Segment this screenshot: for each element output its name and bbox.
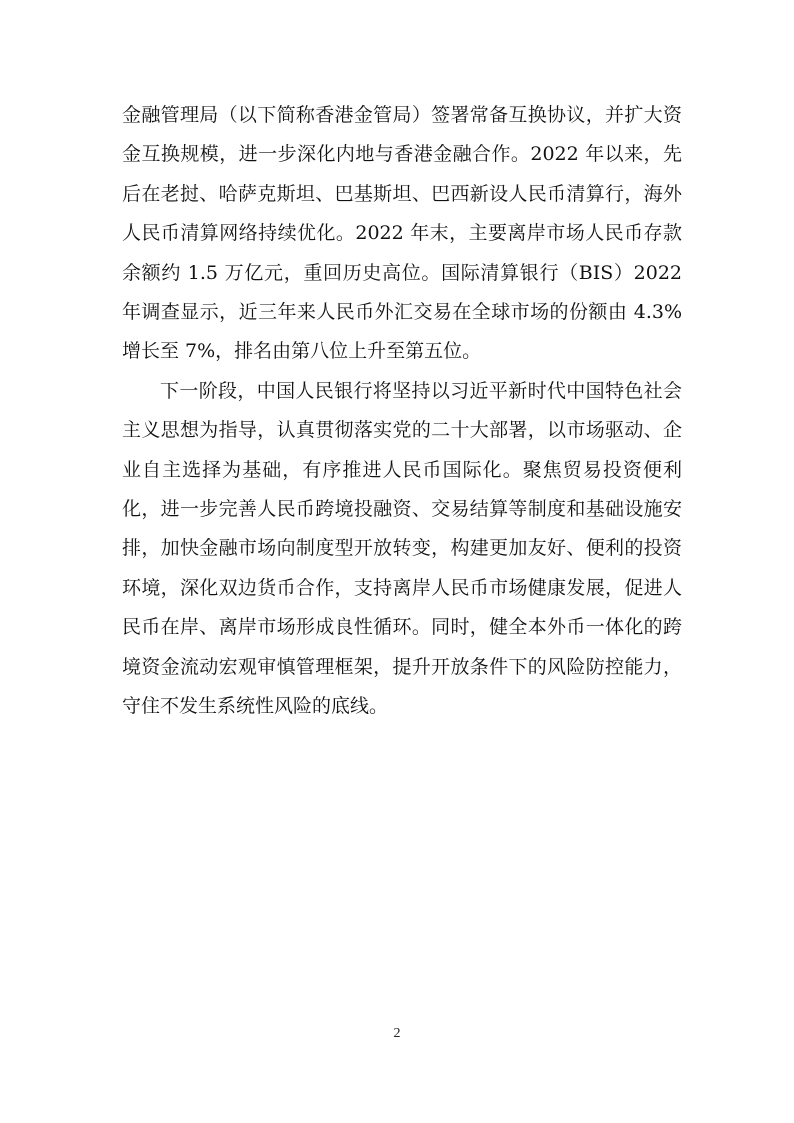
page-number: 2 (393, 1026, 401, 1041)
body-text (122, 96, 682, 727)
paragraph-next-stage: 下一阶段，中国人民银行将坚持以习近平新时代中国特色社会主义思想为指导，认真贯彻落实党的二十大部署，以市场驱动、企业自主选择为基础，有序推进人民币国际化。聚焦贸易投资便利化，进一步完善人民币跨境投融资、交易结算等制度和基础设施安排，加快金融市场向制度型开放转变，构建更加友好、便利的投资环境，深化双边货币合作，支持离岸人民币市场健康发展，促进人民币在岸、离岸市场形成良性循环。同时，健全本外币一体化的跨境资金流动宏观审慎管理框架，提升开放条件下的风险防控能力，守住不发生系统性风险的底线。 (122, 379, 682, 718)
paragraph-continued: 金融管理局（以下简称香港金管局）签署常备互换协议，并扩大资金互换规模，进一步深化内地与香港金融合作。2022 年以来，先后在老挝、哈萨克斯坦、巴基斯坦、巴西新设人民币清算行，海外人民币清算网络持续优化。2022 年末，主要离岸市场人民币存款余额约 1.5 万亿元，重回历史高位。国际清算银行（BIS）2022 年调查显示，近三年来人民币外汇交易在全球市场的份额由 4.3%增长至 7%，排名由第八位上升至第五位。 (122, 104, 682, 363)
